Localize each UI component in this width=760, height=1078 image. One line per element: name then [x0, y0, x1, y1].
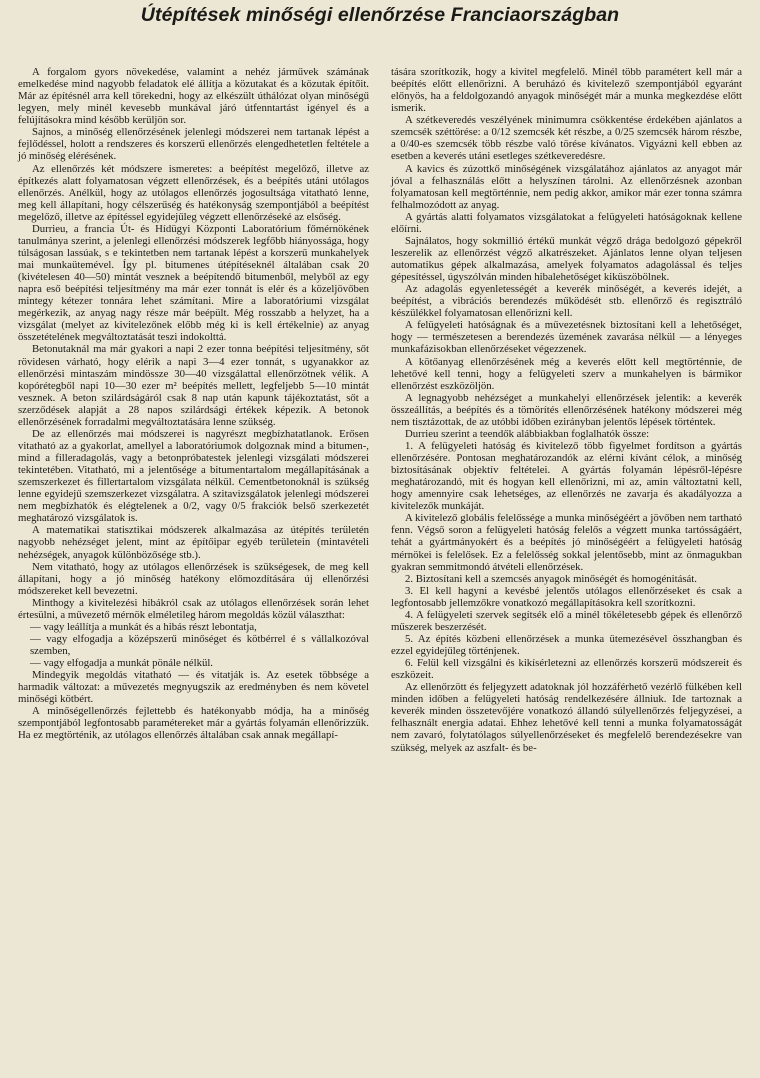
paragraph: Sajnos, a minőség ellenőrzésének jelenlegi módszerei nem tartanak lépést a fejlődéssel, holott a rendszeres és korszerű ellenőrzés elengedhetetlen feltétele a jó minőség elérésének. — [18, 126, 369, 163]
numbered-item: 4. A felügyeleti szervek segítsék elő a minél tökéletesebb gépek és ellenőrző műszerek beszerzését. — [391, 608, 742, 633]
paragraph: A minőségellenőrzés fejlettebb és hatékonyabb módja, ha a minőség szempontjából legfontosabb paramétereket már a gyártás folyamán ellenőrizzük. Ha ez megtörténik, az utólagos ellenőrzés általában csak annak megállapí- — [18, 705, 369, 742]
paragraph: Betonutaknál ma már gyakori a napi 2 ezer tonna beépítési teljesítmény, sőt rövidesen várható, hogy elérik a napi 3—4 ezer tonnát, s ugyanakkor az ellenőrzési mintaszám mindössze 30—40 vizsgálattal ellenőrzötnek vélik. A kopórétegből napi 10—30 ezer m² beépítés mellett, legfeljebb 5—10 mintát vesznek. A beton szilárdságáról csak 8 nap után kapunk tájékoztatást, sőt a szerződések alapját a 28 napos szilárdsági értékek képezik. A betonok ellenőrzésének forradalmi megváltoztatására lenne szükség. — [18, 343, 369, 428]
paragraph: Az ellenőrzés két módszere ismeretes: a beépítést megelőző, illetve az építkezés alatt folyamatosan végzett ellenőrzések, és a beépítés utáni utólagos ellenőrzés. Anélkül, hogy az utólagos ellenőrzés jogosultsága vitatható lenne, meg kell állapítani, hogy célszerűség és hatékonyság szempontjából a beépítést megelőző, illetve az építéssel egyidejűleg végzett ellenőrzéseké az elsőség. — [18, 162, 369, 223]
paragraph: De az ellenőrzés mai módszerei is nagyrészt megbízhatatlanok. Erősen vitatható az a gyakorlat, amellyel a laboratóriumok dolgoznak mind a bitumen-, mind a filleradagolás, vagy a betonpróbatestek jelenlegi vizsgálati módszerei tekintetében. Vitatható, mi a jelentősége a bitumentartalom megállapításának a szemszerkezet és fillertartalom vizsgálata nélkül. Cementbetonoknál is szükség lenne egyidejű szemszerkezet vizsgálatra. A szitavizsgálatok jelenlegi módszerei nem megbízhatók és elégtelenek a 0/2, vagy 0/5 frakciók belső szerkezetét meghatározó vizsgálatok is. — [18, 427, 369, 525]
paragraph: Durrieu, a francia Út- és Hídügyi Központi Laboratórium főmérnökének tanulmánya szerint, a jelenlegi ellenőrzési módszerek legfőbb hiányossága, hogy túlságosan lassúak, s e tekintetben nem tartanak lépést a korszerű munkahelyek mai munkaütemével. Így pl. bitumenes útépítéseknél általában csak 20 (kivételesen 40—50) mintát vesznek a beépítendő bitumenből, melyből az egy napra eső beépítési teljesítmény ma már ezer tonnát is elér és a közeljövőben mintegy kétezer tonnára lehet számítani. Mire a laboratóriumi vizsgálat megérkezik, az anyag nagy része már beépült. Még rosszabb a helyzet, ha a vizsgálat (melyet az kivitelezőnek előbb még ki is kell értékelnie) az anyag összetételének megváltoztatását teszi indokolttá. — [18, 222, 369, 344]
paragraph: A kötőanyag ellenőrzésének még a keverés előtt kell megtörténnie, de lehetővé kell tenni, hogy a felügyeleti szerv a munkahelyen is bármikor ellenőrzést eszközöljön. — [391, 355, 742, 392]
paragraph: Mindegyik megoldás vitatható — és vitatják is. Az esetek többsége a harmadik változat: a művezetés megnyugszik az eredményben és nem követel minőségi kötbért. — [18, 669, 369, 706]
paragraph: A gyártás alatti folyamatos vizsgálatokat a felügyeleti hatóságoknak kellene előírni. — [391, 210, 742, 235]
numbered-item: 5. Az építés közbeni ellenőrzések a munka ütemezésével összhangban és ezzel egyidejűleg történjenek. — [391, 632, 742, 657]
paragraph: A forgalom gyors növekedése, valamint a nehéz járművek számának emelkedése mind nagyobb feladatok elé állítja a közutakat és a közutak építőit. Már az építésnél arra kell törekedni, hogy az elkészült úthálózat olyan minőségű legyen, mely minél kevesebb munkával járó útfenntartást igényel és a felújításokra mind később kerüljön sor. — [18, 66, 369, 127]
paragraph: A kavics és zúzottkő minőségének vizsgálatához ajánlatos az anyagot már jóval a felhasználás előtt a helyszínen tárolni. Az ellenőrzésnek azonban folyamatosan kell megtörténnie, nem pedig akkor, amikor már ezer tonna számra felhalmozódott az anyag. — [391, 162, 742, 211]
option-item: — vagy elfogadja a középszerű minőséget és kötbérrel é s vállalkozóval szemben, — [30, 632, 369, 657]
paragraph: Sajnálatos, hogy sokmillió értékű munkát végző drága bedolgozó gépekről leszerelik az ellenőrzést végző alkatrészeket. Ajánlatos lenne olyan teljesen automatikus gépek alkalmazása, amelyek folyamatos adagolással és teljes gépesítéssel, úgyszólván minden hibalehetőséget kiküszöbölnek. — [391, 234, 742, 284]
paragraph: Az adagolás egyenletességét a keverék minőségét, a keverés idejét, a beépítést, a vibrációs berendezés működését stb. ellenőrző és regisztráló készülékkel folyamatosan ellenőrizni kell. — [391, 283, 742, 320]
numbered-item: 2. Biztosítani kell a szemcsés anyagok minőségét és homogénitását. — [405, 572, 697, 585]
right-column — [391, 66, 742, 754]
paragraph: A szétkeveredés veszélyének minimumra csökkentése érdekében ajánlatos a szemcsék széttörése: a 0/12 szemcsék két részbe, a 0/25 szemcsék három részbe, a 0/40-es szemcsék több részbe való törése kívánatos. Vigyázni kell ebben az esetben a keverés utáni esetleges szétkeveredésre. — [391, 114, 742, 163]
paragraph: Durrieu szerint a teendők alábbiakban foglalhatók össze: — [405, 427, 650, 440]
paragraph: Nem vitatható, hogy az utólagos ellenőrzések is szükségesek, de meg kell állapítani, hogy a jó minőség hatékony előmozdítására új ellenőrzési módszereket kell bevezetni. — [18, 560, 369, 597]
numbered-item: 3. El kell hagyni a kevésbé jelentős utólagos ellenőrzéseket és csak a legfontosabb jellemzőkre vonatkozó megállapításokra kell szorítkozni. — [391, 584, 742, 609]
paragraph: A kivitelező globális felelőssége a munka minőségéért a jövőben nem tartható fenn. Végső soron a felügyeleti hatóság felelős a végzett munka tartósságáért, tehát a gyártmányokért és a beépítés jó minőségéért a felügyeleti hatóság mérnökei is felelősek. Ez a felelősség sokkal jelentősebb, mint az önmagukban gyakran semmitmondó átvételi ellenőrzések. — [391, 512, 742, 573]
left-column — [18, 66, 369, 742]
option-item: — vagy elfogadja a munkát pönále nélkül. — [30, 657, 213, 670]
paragraph: tására szorítkozik, hogy a kivitel megfelelő. Minél több paramétert kell már a beépítés előtt ellenőrizni. A beruházó és kivitelező szempontjából egyaránt előnyös, ha a feldolgozandó anyagok minőségét már a munka megkezdése előtt ismerik. — [391, 66, 742, 115]
option-item: — vagy leállítja a munkát és a hibás részt lebontatja, — [30, 620, 257, 633]
paragraph: A matematikai statisztikai módszerek alkalmazása az útépítés területén nagyobb nehézséget jelent, mint az építőipar egyéb területein (mintavételi nehézségek, anyagok különbözősége stb.). — [18, 524, 369, 561]
numbered-item: 1. A felügyeleti hatóság és kivitelező több figyelmet fordítson a gyártás ellenőrzésére. Pontosan meghatározandók az elérni kívánt célok, a minőség biztosításának objektív feltételei. A gyártás folyamán lépésről-lépésre meghatározandó, mit és hogyan kell ellenőrizni, mi az, amin változtatni kell, hogy amennyire csak lehetséges, az ellenőrzés ne zavarja és akadályozza a kivitelezők munkáját. — [391, 439, 742, 513]
paragraph: A legnagyobb nehézséget a munkahelyi ellenőrzések jelentik: a keverék összeállítás, a beépítés és a tömörítés ellenőrzésének hatékony módszerei még nem tisztázottak, de az utóbbi időben ezirányban jelentős lépések történtek. — [391, 391, 742, 428]
paragraph: A felügyeleti hatóságnak és a művezetésnek biztosítani kell a lehetőséget, hogy — természetesen a berendezés üzemének zavarása nélkül — a lényeges munkafázisokban ellenőrzéseket végezzenek. — [391, 319, 742, 356]
paragraph: Minthogy a kivitelezési hibákról csak az utólagos ellenőrzések során lehet értesülni, a művezető mérnök elméletileg három megoldás közül választhat: — [18, 596, 369, 621]
article-title: Útépítések minőségi ellenőrzése Franciaországban — [140, 4, 620, 26]
numbered-item: 6. Felül kell vizsgálni és kikísérletezni az ellenőrzés korszerű módszereit és eszközeit. — [391, 657, 742, 682]
paragraph: Az ellenőrzött és feljegyzett adatoknak jól hozzáférhető vezérlő fülkében kell minden időben a felügyeleti hatóság rendelkezésére állniuk. Ide tartoznak a keverék minden összetevőjére vonatkozó állandó súlyellenőrzés feljegyzései, a felhasznált energia adatai. Ehhez lehetővé kell tenni a munka folyamatosságát nem zavaró, folytatólagos súlyellenőrzéseket és megfelelő berendezésekre van szükség, melyek az aszfalt- és be- — [391, 681, 742, 754]
